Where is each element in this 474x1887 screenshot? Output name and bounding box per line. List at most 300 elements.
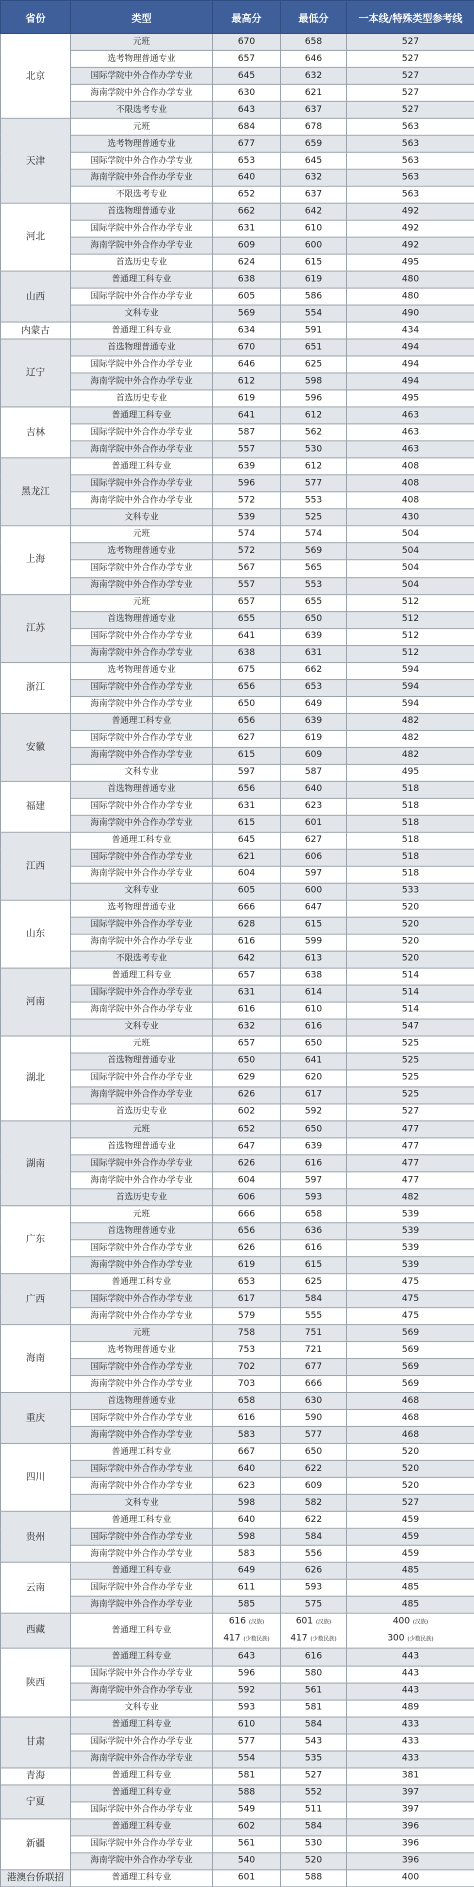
reference-line-cell: 504: [347, 560, 474, 577]
score-value: 601: [295, 1617, 313, 1628]
max-score-cell: 612: [213, 373, 281, 390]
table-row: [1, 1359, 474, 1376]
reference-line-cell: 569: [347, 1342, 474, 1359]
min-score-cell: 653: [281, 679, 347, 696]
reference-line-cell: 533: [347, 883, 474, 900]
reference-line-cell: 485: [347, 1580, 474, 1597]
type-cell: 海南学院中外合作办学专业: [71, 1308, 213, 1325]
type-cell: 国际学院中外合作办学专业: [71, 1155, 213, 1172]
min-score-cell: 721: [281, 1342, 347, 1359]
type-cell: 国际学院中外合作办学专业: [71, 1410, 213, 1427]
max-score-cell: 615: [213, 815, 281, 832]
type-cell: 普通理工科专业: [71, 1614, 213, 1649]
max-score-cell: 626: [213, 1240, 281, 1257]
type-cell: 首选历史专业: [71, 390, 213, 407]
max-score-cell: 656: [213, 713, 281, 730]
reference-line-cell: 485: [347, 1563, 474, 1580]
min-score-cell: 584: [281, 1529, 347, 1546]
type-cell: 国际学院中外合作办学专业: [71, 798, 213, 815]
reference-line-cell: 520: [347, 1444, 474, 1461]
reference-line-cell: 527: [347, 33, 474, 50]
min-score-cell: 659: [281, 135, 347, 152]
min-score-cell: 554: [281, 305, 347, 322]
reference-line-cell: 594: [347, 662, 474, 679]
type-cell: 国际学院中外合作办学专业: [71, 1291, 213, 1308]
min-score-cell: 556: [281, 1546, 347, 1563]
type-cell: 海南学院中外合作办学专业: [71, 934, 213, 951]
min-score-cell: 530: [281, 441, 347, 458]
min-score-cell: 650: [281, 1121, 347, 1138]
table-row: [1, 1308, 474, 1325]
max-score-cell: 643: [213, 1649, 281, 1666]
min-score-cell: 581: [281, 1700, 347, 1717]
reference-line-cell: 490: [347, 305, 474, 322]
table-row: [1, 322, 474, 339]
min-score-cell: 649: [281, 696, 347, 713]
reference-line-cell: 408: [347, 458, 474, 475]
type-cell: 普通理工科专业: [71, 1274, 213, 1291]
min-score-cell: 588: [281, 1870, 347, 1887]
max-score-cell: 646: [213, 356, 281, 373]
min-score-cell: 582: [281, 1495, 347, 1512]
province-cell: 浙江: [1, 662, 71, 713]
min-score-cell: 631: [281, 645, 347, 662]
max-score-cell: 587: [213, 424, 281, 441]
max-score-cell: 631: [213, 220, 281, 237]
table-row: [1, 407, 474, 424]
type-cell: 文科专业: [71, 883, 213, 900]
reference-line-cell: 463: [347, 407, 474, 424]
table-row: [1, 594, 474, 611]
table-row: [1, 985, 474, 1002]
max-score-cell: 670: [213, 339, 281, 356]
max-score-cell: 585: [213, 1597, 281, 1614]
reference-line-cell: 563: [347, 152, 474, 169]
reference-line-cell: 443: [347, 1666, 474, 1683]
table-row: [1, 1614, 474, 1649]
max-score-cell: 577: [213, 1734, 281, 1751]
max-score-cell: 643: [213, 101, 281, 118]
min-score-cell: 565: [281, 560, 347, 577]
type-cell: 普通理工科专业: [71, 1768, 213, 1785]
max-score-cell: 667: [213, 1444, 281, 1461]
score-note: (汉族): [248, 1620, 265, 1627]
min-score-cell: 543: [281, 1734, 347, 1751]
table-row: [1, 951, 474, 968]
reference-line-cell: 482: [347, 747, 474, 764]
reference-line-cell: 396: [347, 1853, 474, 1870]
table-row: [1, 1087, 474, 1104]
max-score-cell: 605: [213, 883, 281, 900]
table-row: [1, 220, 474, 237]
table-row: [1, 1751, 474, 1768]
max-score-cell: 626: [213, 1155, 281, 1172]
score-note: (少数民族): [243, 1637, 270, 1644]
province-cell: 安徽: [1, 713, 71, 781]
max-score-cell: 598: [213, 1495, 281, 1512]
type-cell: 不限选考专业: [71, 101, 213, 118]
reference-line-cell: 504: [347, 577, 474, 594]
table-row: [1, 934, 474, 951]
reference-line-cell: 492: [347, 220, 474, 237]
table-row: [1, 900, 474, 917]
min-score-cell: 622: [281, 1461, 347, 1478]
table-row: [1, 441, 474, 458]
max-score-cell: 653: [213, 152, 281, 169]
reference-line-cell: 594: [347, 696, 474, 713]
min-score-cell: 625: [281, 1274, 347, 1291]
type-cell: 国际学院中外合作办学专业: [71, 730, 213, 747]
min-score-cell: 615: [281, 1257, 347, 1274]
header-province: 省份: [1, 0, 71, 33]
table-row: [1, 135, 474, 152]
max-score-cell: 634: [213, 322, 281, 339]
reference-line-cell: 512: [347, 628, 474, 645]
reference-line-cell: 492: [347, 237, 474, 254]
reference-line-cell: 495: [347, 254, 474, 271]
type-cell: 选考物理普通专业: [71, 900, 213, 917]
type-cell: 国际学院中外合作办学专业: [71, 288, 213, 305]
province-cell: 贵州: [1, 1512, 71, 1563]
min-score-cell: 584: [281, 1819, 347, 1836]
max-score-cell: 602: [213, 1104, 281, 1121]
table-row: [1, 1717, 474, 1734]
province-cell: 北京: [1, 33, 71, 118]
min-score-cell: 587: [281, 764, 347, 781]
min-score-cell: 616: [281, 1240, 347, 1257]
max-score-cell: 611: [213, 1580, 281, 1597]
province-cell: 陕西: [1, 1649, 71, 1717]
max-score-cell: 554: [213, 1751, 281, 1768]
max-score-cell: 623: [213, 1478, 281, 1495]
reference-line-cell: 477: [347, 1172, 474, 1189]
reference-line-cell: 518: [347, 849, 474, 866]
min-score-cell: 527: [281, 1768, 347, 1785]
table-row: [1, 271, 474, 288]
table-row: [1, 713, 474, 730]
type-cell: 普通理工科专业: [71, 713, 213, 730]
province-cell: 青海: [1, 1768, 71, 1785]
table-row: [1, 1070, 474, 1087]
min-score-cell: 584: [281, 1291, 347, 1308]
min-score-cell: 600: [281, 883, 347, 900]
table-row: [1, 390, 474, 407]
max-score-cell: 596: [213, 475, 281, 492]
reference-line-cell: 480: [347, 271, 474, 288]
reference-line-cell: 433: [347, 1751, 474, 1768]
min-score-cell: 597: [281, 1172, 347, 1189]
max-score-cell: 758: [213, 1325, 281, 1342]
reference-line-cell: 569: [347, 1325, 474, 1342]
reference-line-cell: 480: [347, 288, 474, 305]
max-score-cell: 652: [213, 186, 281, 203]
min-score-cell: 623: [281, 798, 347, 815]
type-cell: 国际学院中外合作办学专业: [71, 1836, 213, 1853]
table-row: [1, 1325, 474, 1342]
type-cell: 国际学院中外合作办学专业: [71, 1580, 213, 1597]
reference-line-cell: 396: [347, 1819, 474, 1836]
type-cell: 文科专业: [71, 509, 213, 526]
max-score-cell: 645: [213, 67, 281, 84]
min-score-cell: 658: [281, 33, 347, 50]
type-cell: 海南学院中外合作办学专业: [71, 169, 213, 186]
table-row: [1, 1189, 474, 1206]
min-score-cell: 511: [281, 1802, 347, 1819]
score-note: (少数民族): [407, 1637, 434, 1644]
table-row: [1, 288, 474, 305]
table-row: [1, 968, 474, 985]
table-row: [1, 1444, 474, 1461]
table-row: [1, 1036, 474, 1053]
table-row: [1, 1274, 474, 1291]
type-cell: 首选物理普通专业: [71, 1138, 213, 1155]
table-row: [1, 152, 474, 169]
reference-line-cell: 433: [347, 1717, 474, 1734]
table-row: [1, 849, 474, 866]
reference-line-cell: 525: [347, 1070, 474, 1087]
type-cell: 海南学院中外合作办学专业: [71, 492, 213, 509]
max-score-cell: 662: [213, 203, 281, 220]
table-row: [1, 645, 474, 662]
min-score-cell: 569: [281, 543, 347, 560]
type-cell: 海南学院中外合作办学专业: [71, 84, 213, 101]
reference-line-cell: 514: [347, 1002, 474, 1019]
table-row: [1, 1495, 474, 1512]
max-score-cell: 653: [213, 1274, 281, 1291]
table-row: [1, 747, 474, 764]
min-score-cell: 639: [281, 1138, 347, 1155]
table-row: [1, 883, 474, 900]
min-score-cell: 645: [281, 152, 347, 169]
reference-line-cell: 525: [347, 1053, 474, 1070]
reference-line-cell: 563: [347, 118, 474, 135]
type-cell: 选考物理普通专业: [71, 662, 213, 679]
min-score-cell: 520: [281, 1853, 347, 1870]
reference-line-cell: 492: [347, 203, 474, 220]
min-score-cell: 609: [281, 1478, 347, 1495]
reference-line-cell: 408: [347, 475, 474, 492]
table-row: [1, 1206, 474, 1223]
max-score-cell: 658: [213, 1393, 281, 1410]
reference-line-cell: 443: [347, 1683, 474, 1700]
type-cell: 元班: [71, 1206, 213, 1223]
min-score-cell: 586: [281, 288, 347, 305]
max-score-cell: 567: [213, 560, 281, 577]
reference-line-cell: 563: [347, 135, 474, 152]
table-row: [1, 458, 474, 475]
max-score-cell: 581: [213, 1768, 281, 1785]
table-row: [1, 1053, 474, 1070]
table-row: [1, 305, 474, 322]
min-score-cell: 638: [281, 968, 347, 985]
min-score-cell: 596: [281, 390, 347, 407]
max-score-cell: 639: [213, 458, 281, 475]
reference-line-cell: 408: [347, 492, 474, 509]
table-row: [1, 1683, 474, 1700]
type-cell: 海南学院中外合作办学专业: [71, 645, 213, 662]
table-row: [1, 1853, 474, 1870]
max-score-cell: 619: [213, 390, 281, 407]
max-score-cell: 572: [213, 492, 281, 509]
table-row: [1, 1104, 474, 1121]
reference-line-cell: 504: [347, 543, 474, 560]
province-cell: 云南: [1, 1563, 71, 1614]
reference-line-cell: [347, 1614, 474, 1649]
min-score-cell: 630: [281, 1393, 347, 1410]
max-score-cell: 677: [213, 135, 281, 152]
min-score-cell: 637: [281, 186, 347, 203]
table-row: [1, 118, 474, 135]
reference-line-cell: 520: [347, 900, 474, 917]
type-cell: 普通理工科专业: [71, 968, 213, 985]
reference-line-cell: 525: [347, 1087, 474, 1104]
reference-line-cell: 459: [347, 1529, 474, 1546]
type-cell: 海南学院中外合作办学专业: [71, 1172, 213, 1189]
type-cell: 普通理工科专业: [71, 1563, 213, 1580]
min-score-cell: 561: [281, 1683, 347, 1700]
province-cell: 广东: [1, 1206, 71, 1274]
table-row: [1, 33, 474, 50]
table-row: [1, 1836, 474, 1853]
reference-line-cell: 475: [347, 1308, 474, 1325]
min-score-cell: 641: [281, 1053, 347, 1070]
reference-line-cell: 463: [347, 424, 474, 441]
table-row: [1, 1546, 474, 1563]
score-value: 417: [223, 1634, 241, 1645]
reference-line-cell: 520: [347, 917, 474, 934]
reference-line-cell: 477: [347, 1121, 474, 1138]
max-score-cell: 540: [213, 1853, 281, 1870]
min-score-cell: 751: [281, 1325, 347, 1342]
type-cell: 国际学院中外合作办学专业: [71, 849, 213, 866]
max-score-cell: 684: [213, 118, 281, 135]
type-cell: 选考物理普通专业: [71, 543, 213, 560]
type-cell: 海南学院中外合作办学专业: [71, 747, 213, 764]
reference-line-cell: 494: [347, 339, 474, 356]
min-score-cell: 552: [281, 1785, 347, 1802]
max-score-cell: 627: [213, 730, 281, 747]
type-cell: 首选物理普通专业: [71, 1223, 213, 1240]
min-score-cell: 632: [281, 67, 347, 84]
province-cell: 福建: [1, 781, 71, 832]
min-score-cell: 535: [281, 1751, 347, 1768]
min-score-cell: 577: [281, 475, 347, 492]
score-note: (少数民族): [310, 1637, 337, 1644]
max-score-cell: [213, 1614, 281, 1649]
table-row: [1, 50, 474, 67]
min-score-cell: 562: [281, 424, 347, 441]
max-score-cell: 656: [213, 1223, 281, 1240]
max-score-cell: 641: [213, 628, 281, 645]
min-score-cell: 617: [281, 1087, 347, 1104]
table-row: [1, 1410, 474, 1427]
province-cell: 甘肃: [1, 1717, 71, 1768]
type-cell: 普通理工科专业: [71, 271, 213, 288]
table-row: [1, 1002, 474, 1019]
type-cell: 选考物理普通专业: [71, 50, 213, 67]
reference-line-cell: 396: [347, 1836, 474, 1853]
table-row: [1, 577, 474, 594]
table-row: [1, 356, 474, 373]
reference-line-cell: 563: [347, 169, 474, 186]
type-cell: 文科专业: [71, 764, 213, 781]
table-row: [1, 1240, 474, 1257]
max-score-cell: 702: [213, 1359, 281, 1376]
table-row: [1, 1666, 474, 1683]
type-cell: 海南学院中外合作办学专业: [71, 866, 213, 883]
table-row: [1, 203, 474, 220]
type-cell: 国际学院中外合作办学专业: [71, 1240, 213, 1257]
min-score-cell: 592: [281, 1104, 347, 1121]
type-cell: 国际学院中外合作办学专业: [71, 67, 213, 84]
reference-line-cell: 527: [347, 1104, 474, 1121]
min-score-cell: 637: [281, 101, 347, 118]
province-cell: 江西: [1, 832, 71, 900]
min-score-cell: 620: [281, 1070, 347, 1087]
max-score-cell: 675: [213, 662, 281, 679]
table-row: [1, 1223, 474, 1240]
reference-line-cell: 594: [347, 679, 474, 696]
max-score-cell: 626: [213, 1087, 281, 1104]
reference-line-cell: 569: [347, 1359, 474, 1376]
table-row: [1, 1155, 474, 1172]
min-score-cell: 621: [281, 84, 347, 101]
province-cell: 四川: [1, 1444, 71, 1512]
min-score-cell: 553: [281, 492, 347, 509]
type-cell: 不限选考专业: [71, 951, 213, 968]
min-score-cell: 677: [281, 1359, 347, 1376]
reference-line-cell: 518: [347, 832, 474, 849]
table-row: [1, 1427, 474, 1444]
max-score-cell: 561: [213, 1836, 281, 1853]
max-score-cell: 569: [213, 305, 281, 322]
reference-line-cell: 512: [347, 611, 474, 628]
province-cell: 湖南: [1, 1121, 71, 1206]
min-score-cell: 613: [281, 951, 347, 968]
type-cell: 普通理工科专业: [71, 1870, 213, 1887]
score-value: 417: [290, 1634, 308, 1645]
type-cell: 元班: [71, 33, 213, 50]
max-score-cell: 583: [213, 1546, 281, 1563]
max-score-cell: 655: [213, 611, 281, 628]
type-cell: 选考物理普通专业: [71, 1342, 213, 1359]
min-score-cell: 658: [281, 1206, 347, 1223]
table-row: [1, 696, 474, 713]
max-score-cell: 650: [213, 1053, 281, 1070]
header-max-score: 最高分: [213, 0, 281, 33]
min-score-cell: 625: [281, 356, 347, 373]
table-row: [1, 1870, 474, 1887]
province-cell: 新疆: [1, 1819, 71, 1870]
type-cell: 元班: [71, 1036, 213, 1053]
type-cell: 选考物理普通专业: [71, 135, 213, 152]
max-score-cell: 647: [213, 1138, 281, 1155]
min-score-cell: 606: [281, 849, 347, 866]
min-score-cell: 530: [281, 1836, 347, 1853]
min-score-cell: 619: [281, 730, 347, 747]
type-cell: 首选物理普通专业: [71, 203, 213, 220]
reference-line-cell: 397: [347, 1785, 474, 1802]
table-row: [1, 798, 474, 815]
type-cell: 普通理工科专业: [71, 832, 213, 849]
type-cell: 国际学院中外合作办学专业: [71, 1802, 213, 1819]
score-value: 400: [392, 1617, 410, 1628]
type-cell: 元班: [71, 594, 213, 611]
min-score-cell: 612: [281, 407, 347, 424]
max-score-cell: 640: [213, 1461, 281, 1478]
max-score-cell: 616: [213, 1002, 281, 1019]
max-score-cell: 597: [213, 764, 281, 781]
